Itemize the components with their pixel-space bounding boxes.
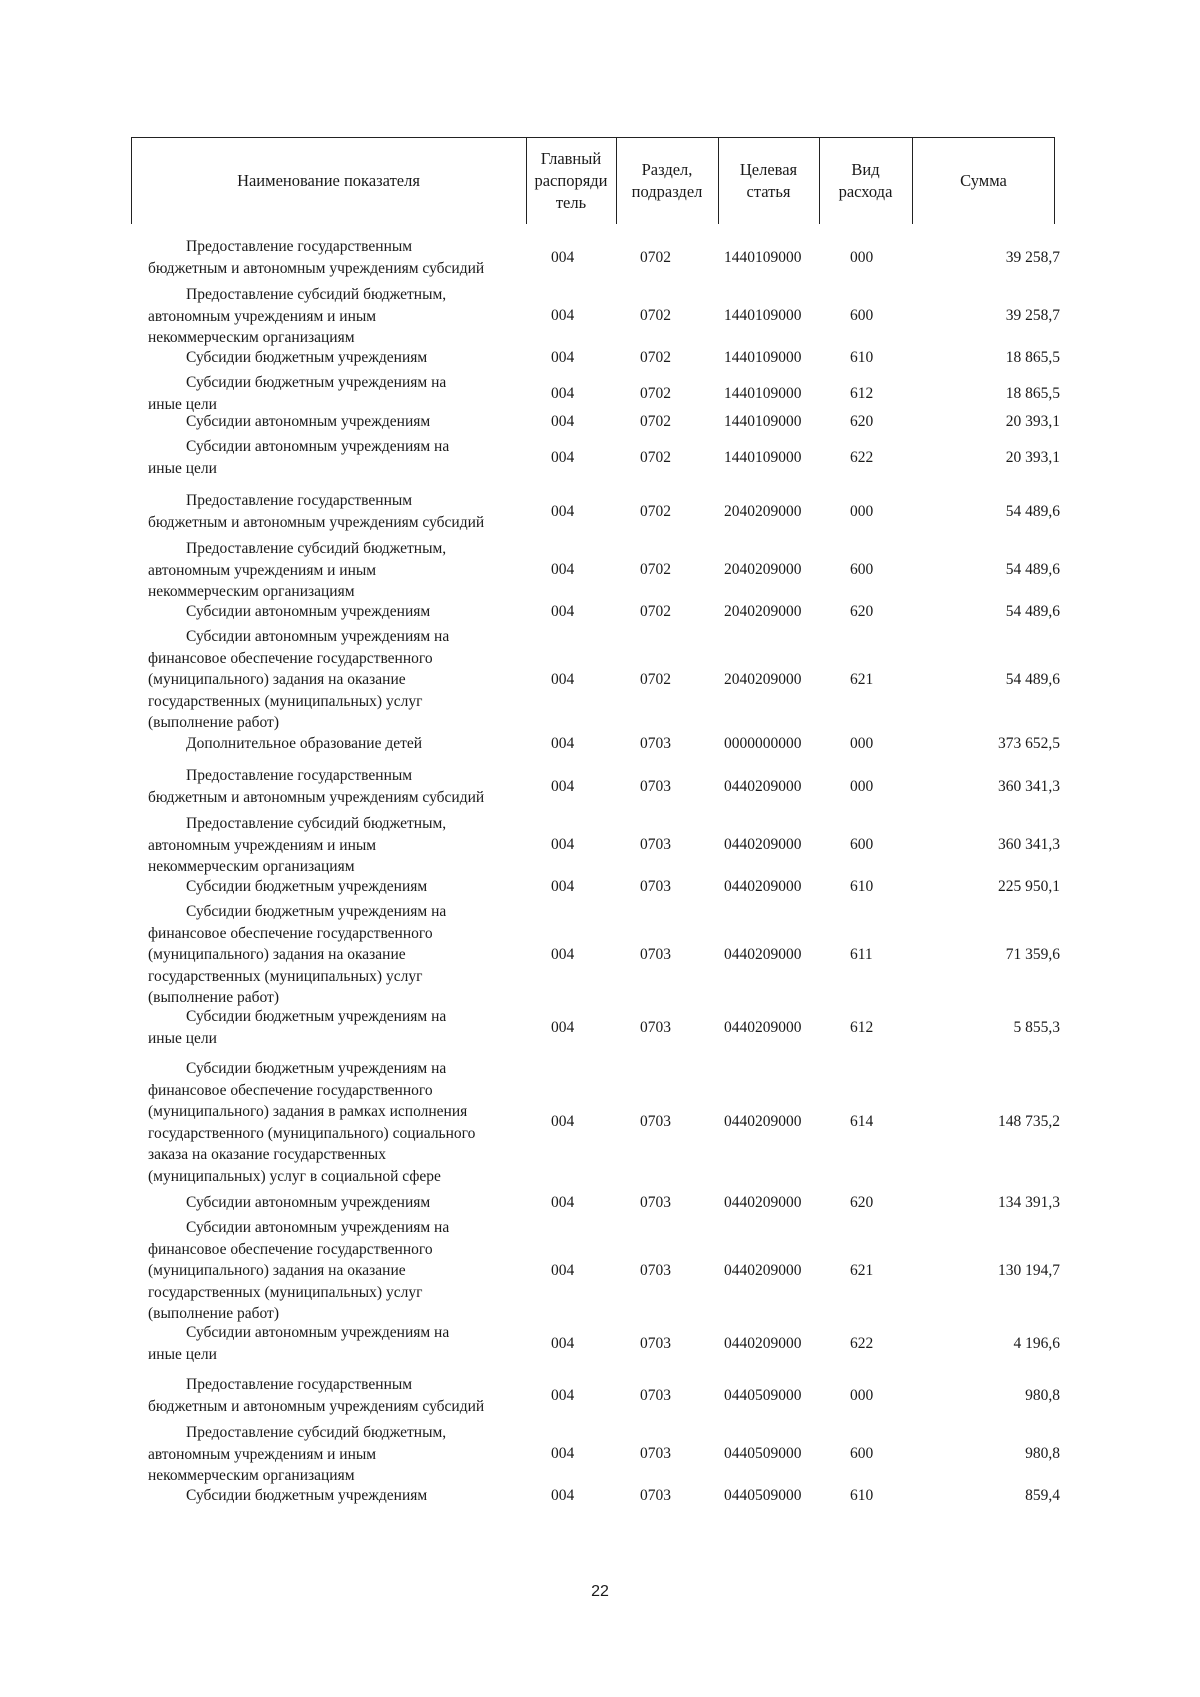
header-name: [131, 138, 526, 224]
row-target-code: 0000000000: [724, 735, 802, 752]
table-row: [0, 1058, 1200, 1186]
header-vid-line: расхода: [838, 182, 893, 201]
row-name-line: автономным учреждениям и иным: [148, 307, 377, 325]
table-row: [0, 813, 1200, 876]
row-sum: 148 735,2: [998, 1113, 1060, 1130]
row-name-line: автономным учреждениям и иным: [148, 561, 377, 579]
row-razdel-code: 0702: [640, 306, 671, 324]
row-name: [148, 236, 520, 279]
row-name-line: (муниципального) задания на оказание: [148, 671, 406, 688]
row-razdel-code: 0703: [640, 1018, 671, 1036]
row-sum: 20 393,1: [1005, 413, 1060, 430]
row-target-code: 0440209000: [724, 835, 802, 853]
row-razdel-code: 0703: [640, 1487, 671, 1504]
row-grbs-code: 004: [551, 1261, 575, 1279]
row-expense-type: 611: [850, 945, 873, 963]
row-grbs-code: 004: [551, 1387, 575, 1404]
row-sum: 18 865,5: [1005, 384, 1060, 402]
row-grbs-code: 004: [551, 670, 575, 688]
table-row: [0, 901, 1200, 1008]
row-name-line: финансовое обеспечение государственного: [148, 924, 433, 942]
row-name-line: Предоставление государственным: [186, 767, 413, 784]
row-name: [148, 765, 520, 808]
row-razdel-code: 0703: [640, 1444, 671, 1462]
row-name: [148, 1422, 520, 1487]
row-name-line: бюджетным и автономным учреждениям субсидий: [148, 513, 485, 531]
row-name-line: Предоставление государственным: [186, 492, 413, 509]
row-name-line: иные цели: [148, 395, 217, 413]
row-grbs-code: 004: [551, 835, 575, 853]
header-vid: [819, 138, 912, 224]
row-sum: 225 950,1: [998, 878, 1060, 895]
row-target-code: 0440509000: [724, 1387, 802, 1404]
row-target-code: 2040209000: [724, 603, 802, 620]
row-name-line: Предоставление субсидий бюджетным,: [186, 540, 447, 557]
table-row: [0, 372, 1200, 415]
row-name-line: Субсидии бюджетным учреждениям: [186, 878, 428, 895]
row-target-code: 1440109000: [724, 306, 802, 324]
row-name: [148, 601, 520, 623]
row-name-line: (муниципального) задания на оказание: [148, 946, 406, 963]
row-name-line: (выполнение работ): [148, 714, 279, 731]
row-grbs-code: 004: [551, 413, 575, 430]
row-expense-type: 610: [850, 349, 874, 366]
row-sum: 859,4: [1025, 1487, 1060, 1504]
row-name-line: Субсидии автономным учреждениям на: [186, 1324, 450, 1341]
row-sum: 980,8: [1025, 1387, 1060, 1404]
row-target-code: 0440209000: [724, 878, 802, 895]
row-name-line: Предоставление субсидий бюджетным,: [186, 286, 447, 303]
row-name-line: бюджетным и автономным учреждениям субсидий: [148, 788, 485, 806]
row-name: [148, 1192, 520, 1214]
row-expense-type: 621: [850, 1261, 874, 1279]
row-name: [148, 1217, 520, 1325]
row-sum: 360 341,3: [998, 835, 1060, 853]
row-razdel-code: 0703: [640, 835, 671, 853]
row-name-line: иные цели: [148, 1345, 217, 1363]
header-razdel: [616, 138, 718, 224]
row-target-code: 0440209000: [724, 1113, 802, 1130]
row-target-code: 0440209000: [724, 1194, 802, 1211]
row-name-line: Субсидии бюджетным учреждениям: [186, 1487, 428, 1504]
row-name: [148, 813, 520, 878]
table-row: [0, 876, 1200, 898]
row-razdel-code: 0703: [640, 945, 671, 963]
row-expense-type: 610: [850, 878, 874, 895]
row-name: [148, 538, 520, 603]
row-razdel-code: 0702: [640, 413, 671, 430]
row-name-line: Предоставление субсидий бюджетным,: [186, 815, 447, 832]
row-grbs-code: 004: [551, 384, 575, 402]
table-row: [0, 733, 1200, 755]
row-name: [148, 1006, 520, 1049]
row-name-line: Предоставление государственным: [186, 1376, 413, 1393]
table-row: [0, 1006, 1200, 1049]
table-row: [0, 1422, 1200, 1485]
row-expense-type: 620: [850, 1194, 874, 1211]
header-razdel-line: подраздел: [631, 182, 703, 201]
row-target-code: 1440109000: [724, 249, 802, 266]
row-name: [148, 284, 520, 349]
row-name: [148, 1058, 520, 1187]
table-row: [0, 1374, 1200, 1418]
header-tsel: [718, 138, 819, 224]
row-sum: 39 258,7: [1005, 249, 1060, 266]
row-sum: 134 391,3: [998, 1194, 1060, 1211]
row-name-line: некоммерческим организациям: [148, 858, 355, 875]
row-razdel-code: 0703: [640, 1113, 671, 1130]
row-name-line: автономным учреждениям и иным: [148, 836, 377, 854]
row-target-code: 1440109000: [724, 384, 802, 402]
row-sum: 20 393,1: [1005, 448, 1060, 466]
row-name-line: государственных (муниципальных) услуг: [148, 1283, 423, 1301]
table-row: [0, 411, 1200, 433]
row-name: [148, 372, 520, 415]
row-name-line: бюджетным и автономным учреждениям субсидий: [148, 259, 485, 277]
row-name: [148, 901, 520, 1009]
row-target-code: 0440209000: [724, 945, 802, 963]
row-name: [148, 490, 520, 533]
row-expense-type: 620: [850, 413, 874, 430]
row-name-line: иные цели: [148, 459, 217, 477]
row-name-line: Дополнительное образование детей: [186, 735, 423, 752]
row-razdel-code: 0702: [640, 603, 671, 620]
row-grbs-code: 004: [551, 878, 575, 895]
row-target-code: 1440109000: [724, 349, 802, 366]
table-row: [0, 765, 1200, 809]
table-row: [0, 538, 1200, 601]
header-razdel-line: Раздел,: [641, 160, 693, 179]
row-name-line: (муниципального) задания на оказание: [148, 1262, 406, 1279]
table-row: [0, 236, 1200, 280]
row-target-code: 1440109000: [724, 413, 802, 430]
row-grbs-code: 004: [551, 603, 575, 620]
row-grbs-code: 004: [551, 503, 575, 520]
row-sum: 360 341,3: [998, 778, 1060, 795]
row-sum: 54 489,6: [1005, 560, 1060, 578]
row-name-line: Предоставление субсидий бюджетным,: [186, 1424, 447, 1441]
row-expense-type: 600: [850, 306, 874, 324]
row-name-line: бюджетным и автономным учреждениям субсидий: [148, 1397, 485, 1415]
row-grbs-code: 004: [551, 448, 575, 466]
row-grbs-code: 004: [551, 1018, 575, 1036]
row-name: [148, 1485, 520, 1507]
row-razdel-code: 0702: [640, 349, 671, 366]
row-target-code: 0440509000: [724, 1487, 802, 1504]
row-sum: 4 196,6: [1013, 1334, 1060, 1352]
row-razdel-code: 0703: [640, 735, 671, 752]
row-name-line: Субсидии бюджетным учреждениям на: [186, 903, 447, 920]
header-sum: [912, 138, 1055, 224]
row-grbs-code: 004: [551, 560, 575, 578]
row-name-line: Субсидии бюджетным учреждениям на: [186, 1060, 447, 1077]
row-name-line: финансовое обеспечение государственного: [148, 649, 433, 667]
row-sum: 54 489,6: [1005, 503, 1060, 520]
table-row: [0, 436, 1200, 479]
row-target-code: 2040209000: [724, 670, 802, 688]
row-sum: 39 258,7: [1005, 306, 1060, 324]
header-sum-text: Сумма: [960, 171, 1007, 190]
row-name-line: некоммерческим организациям: [148, 329, 355, 346]
row-grbs-code: 004: [551, 778, 575, 795]
row-razdel-code: 0703: [640, 778, 671, 795]
row-name-line: некоммерческим организациям: [148, 1467, 355, 1484]
row-sum: 71 359,6: [1005, 945, 1060, 963]
row-grbs-code: 004: [551, 945, 575, 963]
row-grbs-code: 004: [551, 1113, 575, 1130]
row-name: [148, 1374, 520, 1417]
table-row: [0, 1192, 1200, 1214]
row-razdel-code: 0702: [640, 560, 671, 578]
row-name-line: финансовое обеспечение государственного: [148, 1081, 433, 1099]
row-name: [148, 1322, 520, 1365]
row-name-line: (муниципальных) услуг в социальной сфере: [148, 1167, 441, 1185]
row-name-line: Субсидии автономным учреждениям на: [186, 628, 450, 645]
row-sum: 54 489,6: [1005, 603, 1060, 620]
table-row: [0, 1217, 1200, 1324]
row-expense-type: 600: [850, 835, 874, 853]
row-sum: 373 652,5: [998, 735, 1060, 752]
row-target-code: 0440209000: [724, 1018, 802, 1036]
row-grbs-code: 004: [551, 1194, 575, 1211]
row-name-line: финансовое обеспечение государственного: [148, 1240, 433, 1258]
row-name-line: Субсидии бюджетным учреждениям: [186, 349, 428, 366]
row-name-line: Субсидии бюджетным учреждениям на: [186, 374, 447, 391]
row-name: [148, 876, 520, 898]
row-grbs-code: 004: [551, 1444, 575, 1462]
row-grbs-code: 004: [551, 735, 575, 752]
header-grbs-line: Главный: [540, 149, 602, 168]
row-target-code: 0440209000: [724, 778, 802, 795]
row-razdel-code: 0703: [640, 1194, 671, 1211]
row-razdel-code: 0702: [640, 448, 671, 466]
row-grbs-code: 004: [551, 306, 575, 324]
header-divider: [1054, 138, 1055, 224]
row-name-line: Субсидии автономным учреждениям на: [186, 438, 450, 455]
header-vid-line: Вид: [851, 160, 880, 179]
header-name-text: Наименование показателя: [237, 171, 420, 190]
row-razdel-code: 0703: [640, 1387, 671, 1404]
row-grbs-code: 004: [551, 1487, 575, 1504]
row-name: [148, 626, 520, 734]
table-row: [0, 284, 1200, 347]
row-expense-type: 620: [850, 603, 874, 620]
row-expense-type: 600: [850, 560, 874, 578]
row-name-line: государственного (муниципального) социального: [148, 1124, 476, 1142]
row-razdel-code: 0702: [640, 384, 671, 402]
row-sum: 5 855,3: [1013, 1018, 1060, 1036]
row-expense-type: 614: [850, 1113, 874, 1130]
row-razdel-code: 0702: [640, 249, 671, 266]
row-target-code: 0440209000: [724, 1261, 802, 1279]
row-razdel-code: 0702: [640, 670, 671, 688]
row-name-line: Субсидии автономным учреждениям: [186, 603, 431, 620]
row-razdel-code: 0703: [640, 1334, 671, 1352]
row-name: [148, 347, 520, 369]
row-razdel-code: 0702: [640, 503, 671, 520]
row-expense-type: 622: [850, 1334, 874, 1352]
row-name-line: Субсидии автономным учреждениям на: [186, 1219, 450, 1236]
row-razdel-code: 0703: [640, 1261, 671, 1279]
row-name-line: автономным учреждениям и иным: [148, 1445, 377, 1463]
row-target-code: 0440509000: [724, 1444, 802, 1462]
row-expense-type: 000: [850, 735, 874, 752]
row-grbs-code: 004: [551, 249, 575, 266]
header-tsel-line: Целевая: [739, 160, 798, 179]
row-name: [148, 436, 520, 479]
row-expense-type: 622: [850, 448, 874, 466]
table-header: [131, 137, 1055, 224]
row-expense-type: 612: [850, 1018, 874, 1036]
row-name-line: заказа на оказание государственных: [148, 1146, 386, 1163]
row-target-code: 2040209000: [724, 560, 802, 578]
row-target-code: 0440209000: [724, 1334, 802, 1352]
row-name-line: (выполнение работ): [148, 1305, 279, 1322]
row-name-line: некоммерческим организациям: [148, 583, 355, 600]
table-row: [0, 626, 1200, 733]
header-tsel-line: статья: [746, 182, 791, 201]
row-expense-type: 000: [850, 778, 874, 795]
row-expense-type: 612: [850, 384, 874, 402]
row-sum: 130 194,7: [998, 1261, 1060, 1279]
header-grbs-line: распоряди: [534, 171, 608, 190]
row-grbs-code: 004: [551, 1334, 575, 1352]
row-name-line: Предоставление государственным: [186, 238, 413, 255]
row-name: [148, 411, 520, 433]
table-row: [0, 490, 1200, 534]
row-razdel-code: 0703: [640, 878, 671, 895]
header-grbs: [526, 138, 616, 224]
row-expense-type: 610: [850, 1487, 874, 1504]
table-row: [0, 1322, 1200, 1365]
table-row: [0, 347, 1200, 369]
row-grbs-code: 004: [551, 349, 575, 366]
row-name-line: иные цели: [148, 1029, 217, 1047]
row-sum: 54 489,6: [1005, 670, 1060, 688]
row-name-line: государственных (муниципальных) услуг: [148, 692, 423, 710]
row-expense-type: 600: [850, 1444, 874, 1462]
row-expense-type: 621: [850, 670, 874, 688]
row-sum: 980,8: [1025, 1444, 1060, 1462]
row-name-line: Субсидии бюджетным учреждениям на: [186, 1008, 447, 1025]
row-target-code: 1440109000: [724, 448, 802, 466]
row-expense-type: 000: [850, 503, 874, 520]
row-name-line: Субсидии автономным учреждениям: [186, 1194, 431, 1211]
row-name-line: (выполнение работ): [148, 989, 279, 1006]
row-sum: 18 865,5: [1005, 349, 1060, 366]
table-row: [0, 1485, 1200, 1507]
page-number: 22: [591, 1583, 609, 1600]
row-name-line: (муниципального) задания в рамках исполнения: [148, 1103, 468, 1120]
header-grbs-line: тель: [555, 193, 587, 212]
row-name-line: Субсидии автономным учреждениям: [186, 413, 431, 430]
row-name-line: государственных (муниципальных) услуг: [148, 967, 423, 985]
row-target-code: 2040209000: [724, 503, 802, 520]
row-expense-type: 000: [850, 1387, 874, 1404]
row-name: [148, 733, 520, 755]
row-expense-type: 000: [850, 249, 874, 266]
table-row: [0, 601, 1200, 623]
